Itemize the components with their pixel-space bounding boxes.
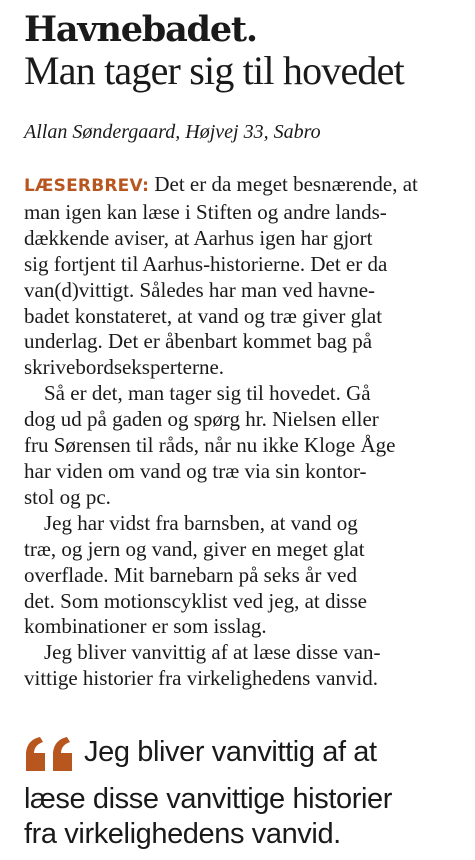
paragraph-line: det. Som motionscyklist ved jeg, at disse xyxy=(24,588,367,613)
paragraph-line: fru Sørensen til råds, når nu ikke Kloge Åge xyxy=(24,433,396,458)
paragraph-line: Jeg bliver vanvittig af at læse disse van- xyxy=(44,640,381,665)
paragraph xyxy=(24,172,456,381)
article xyxy=(24,10,456,692)
paragraph-line: kombinationer er som isslag. xyxy=(24,614,267,639)
quote-mark-icon xyxy=(24,737,76,782)
pull-quote-line: Jeg bliver vanvittig af at xyxy=(24,735,464,782)
paragraph-line: dækkende aviser, at Aarhus igen har gjort xyxy=(24,225,373,250)
paragraph-line: overflade. Mit barnebarn på seks år ved xyxy=(24,562,357,587)
pull-quote-line: fra virkelighedens vanvid. xyxy=(24,818,341,850)
paragraph-line: skrivebordseksperterne. xyxy=(24,355,225,380)
byline: Allan Søndergaard, Højvej 33, Sabro xyxy=(24,121,321,143)
pull-quote xyxy=(24,735,464,852)
paragraph-line: stol og pc. xyxy=(24,484,111,509)
paragraph-line: har viden om vand og træ via sin kontor- xyxy=(24,458,367,483)
paragraph-line: sig fortjent til Aarhus-historierne. Det er da xyxy=(24,251,388,276)
paragraph xyxy=(24,640,456,692)
paragraph-line: træ, og jern og vand, giver en meget glat xyxy=(24,536,365,561)
paragraph-line: Jeg har vidst fra barnsben, at vand og xyxy=(44,510,358,535)
headline: Havnebadet. xyxy=(24,9,257,50)
subheadline: Man tager sig til hovedet xyxy=(24,48,404,93)
article-body xyxy=(24,172,456,692)
paragraph-line: Så er det, man tager sig til hovedet. Gå xyxy=(44,381,371,406)
paragraph-line: LÆSERBREV: Det er da meget besnærende, at xyxy=(24,172,418,196)
paragraph xyxy=(24,381,456,511)
paragraph-line: vittige historier fra virkelighedens vanvid. xyxy=(24,666,378,691)
paragraph-line: underlag. Det er åbenbart kommet bag på xyxy=(24,329,373,354)
paragraph-line: dog ud på gaden og spørg hr. Nielsen eller xyxy=(24,407,379,432)
paragraph xyxy=(24,511,456,641)
paragraph-line: van(d)vittigt. Således har man ved havne- xyxy=(24,277,376,302)
paragraph-line: badet konstateret, at vand og træ giver glat xyxy=(24,303,383,328)
kicker-label: LÆSERBREV: xyxy=(24,176,150,196)
pull-quote-line: læse disse vanvittige historier xyxy=(24,783,392,815)
paragraph-line: man igen kan læse i Stiften og andre lands- xyxy=(24,199,387,224)
